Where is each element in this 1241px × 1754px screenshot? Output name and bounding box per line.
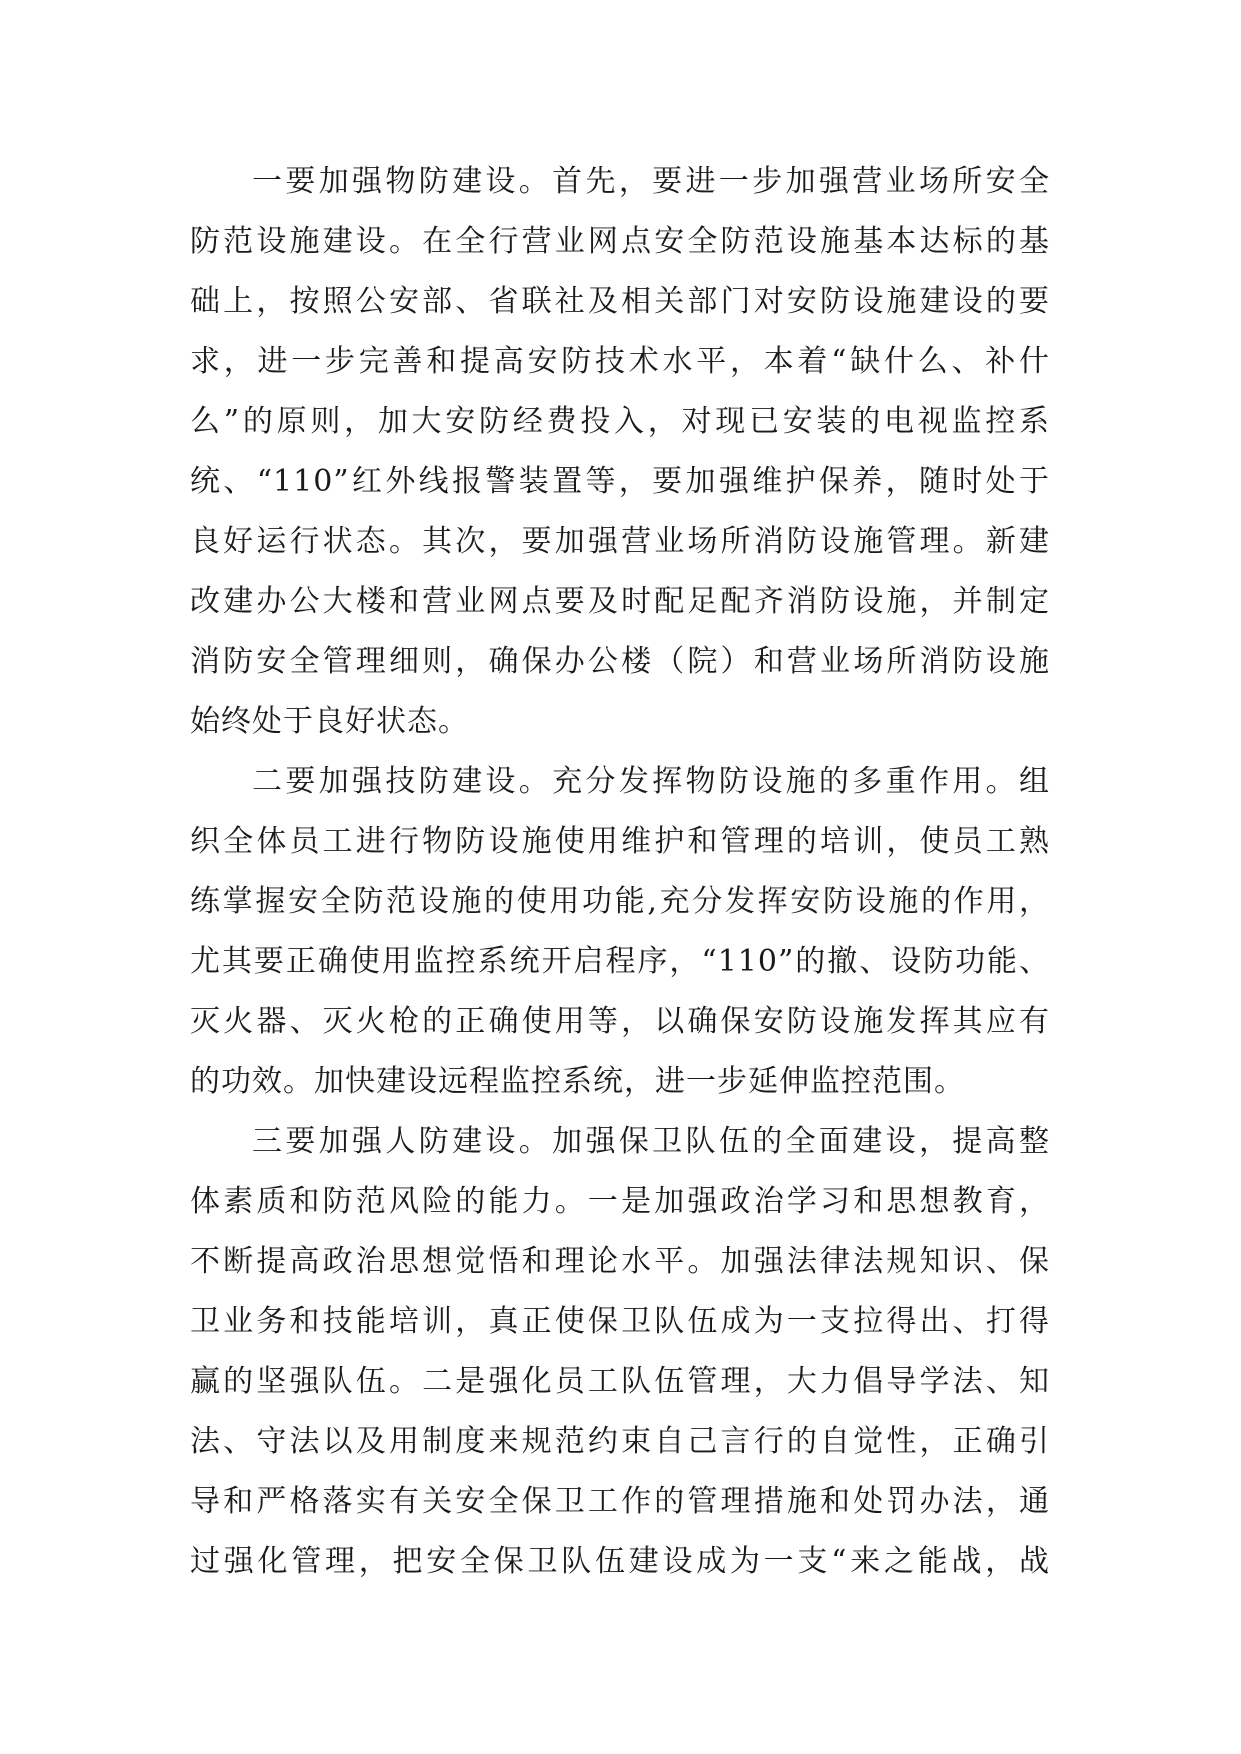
paragraph-3-line: 卫业务和技能培训，真正使保卫队伍成为一支拉得出、打得: [190, 1304, 1050, 1339]
paragraph-3-line: 体素质和防范风险的能力。一是加强政治学习和思想教育，: [190, 1184, 1050, 1219]
paragraph-1-line: 础上，按照公安部、省联社及相关部门对安防设施建设的要: [190, 284, 1050, 319]
paragraph-1-line: 一要加强物防建设。首先，要进一步加强营业场所安全: [252, 164, 1050, 199]
paragraph-1-line: 良好运行状态。其次，要加强营业场所消防设施管理。新建: [190, 524, 1050, 559]
paragraph-3-line: 过强化管理，把安全保卫队伍建设成为一支“来之能战，战: [190, 1544, 1050, 1579]
paragraph-2-line: 织全体员工进行物防设施使用维护和管理的培训，使员工熟: [190, 824, 1050, 859]
paragraph-1-line: 么”的原则，加大安防经费投入，对现已安装的电视监控系: [190, 404, 1050, 439]
paragraph-1-line: 求，进一步完善和提高安防技术水平，本着“缺什么、补什: [190, 344, 1050, 379]
paragraph-3-line: 法、守法以及用制度来规范约束自己言行的自觉性，正确引: [190, 1424, 1050, 1459]
paragraph-2-line: 尤其要正确使用监控系统开启程序，“110”的撤、设防功能、: [190, 944, 1050, 979]
paragraph-1-line: 消防安全管理细则，确保办公楼（院）和营业场所消防设施: [190, 644, 1050, 679]
paragraph-1-line: 防范设施建设。在全行营业网点安全防范设施基本达标的基: [190, 224, 1050, 259]
paragraph-1-line: 统、“110”红外线报警装置等，要加强维护保养，随时处于: [190, 464, 1050, 499]
paragraph-3-line: 赢的坚强队伍。二是强化员工队伍管理，大力倡导学法、知: [190, 1364, 1050, 1399]
paragraph-2-line: 练掌握安全防范设施的使用功能,充分发挥安防设施的作用，: [190, 884, 1050, 919]
body-text: [190, 152, 1050, 1592]
paragraph-3-line: 三要加强人防建设。加强保卫队伍的全面建设，提高整: [252, 1124, 1050, 1159]
paragraph-1-line: 改建办公大楼和营业网点要及时配足配齐消防设施，并制定: [190, 584, 1050, 619]
paragraph-2-line: 二要加强技防建设。充分发挥物防设施的多重作用。组: [252, 764, 1050, 799]
paragraph-2-line: 灭火器、灭火枪的正确使用等，以确保安防设施发挥其应有: [190, 1004, 1050, 1039]
paragraph-2-line: 的功效。加快建设远程监控系统，进一步延伸监控范围。: [190, 1064, 965, 1099]
paragraph-3-line: 不断提高政治思想觉悟和理论水平。加强法律法规知识、保: [190, 1244, 1050, 1279]
paragraph-3-line: 导和严格落实有关安全保卫工作的管理措施和处罚办法，通: [190, 1484, 1050, 1519]
paragraph-1-line: 始终处于良好状态。: [190, 704, 469, 739]
